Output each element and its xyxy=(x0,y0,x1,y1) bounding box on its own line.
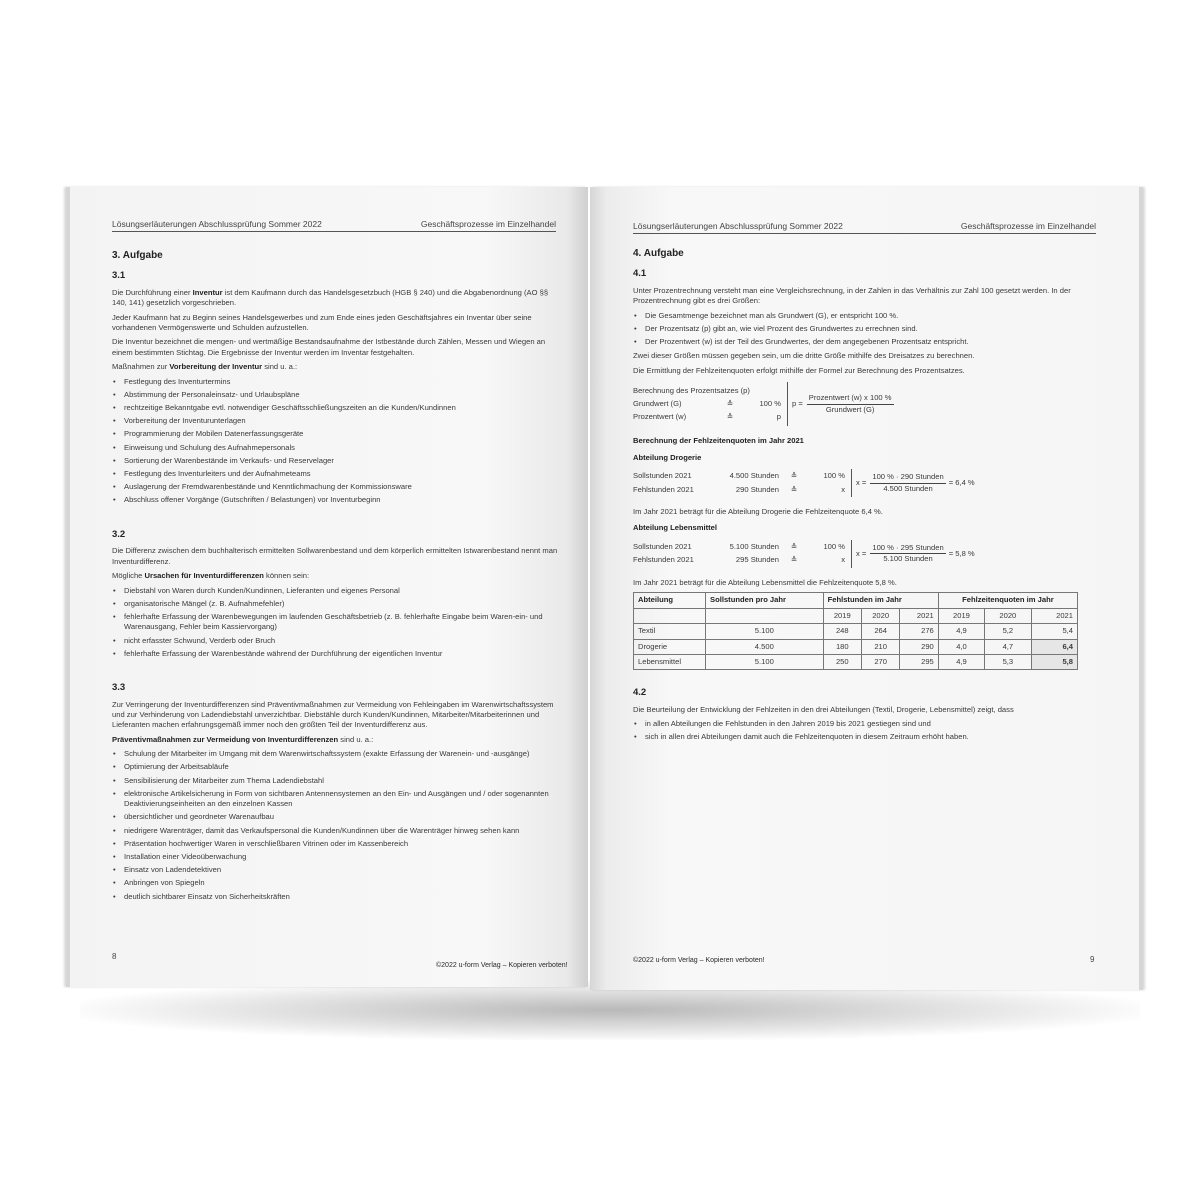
list-item: • Anbringen von Spiegeln xyxy=(112,878,558,888)
list-item: • deutlich sichtbarer Einsatz von Sicherheitskräften xyxy=(112,892,558,902)
list-item: • Sensibilisierung der Mitarbeiter zum Thema Ladendiebstahl xyxy=(112,776,558,786)
bullet-list xyxy=(112,377,558,506)
bullet-list xyxy=(112,586,558,660)
subsection-title: 3.1 xyxy=(112,270,126,282)
lebensmittel-formula: Sollstunden 2021 5.100 Stunden ≙ 100 % Fehlstunden 2021 295 Stunden ≙ x x = $\frac{\text{100 \% · 295 Stunden}}{\text{5.100 Stunden}}$ = 5,8 % xyxy=(633,540,1098,568)
left-page-content xyxy=(112,251,558,906)
list-item: • organisatorische Mängel (z. B. Aufnahmefehler) xyxy=(112,599,558,609)
section-title: 4. Aufgabe xyxy=(633,248,684,259)
left-page xyxy=(66,187,588,987)
paragraph: Präventivmaßnahmen zur Vermeidung von Inventurdifferenzen sind u. a.: xyxy=(112,734,374,744)
paragraph: Die Ermittlung der Fehlzeitenquoten erfolgt mithilfe der Formel zur Berechnung des Prozentsatzes. xyxy=(633,365,965,375)
list-item: • rechtzeitige Bekanntgabe evtl. notwendiger Geschäftsschließungszeiten an die Kunden/Kundinnen xyxy=(112,403,558,413)
list-item: • Festlegung des Inventurtermins xyxy=(112,377,558,387)
drogerie-formula: Sollstunden 2021 4.500 Stunden ≙ 100 % Fehlstunden 2021 290 Stunden ≙ x x = $\frac{\text{100 \% · 290 Stunden}}{\text{4.500 Stunden}}$ = 6,4 % xyxy=(633,469,1098,497)
paragraph: Die Differenz zwischen dem buchhalterisch ermittelten Sollwarenbestand und dem körperlich ermittelten Istwarenbestand nennt man Inventurdifferenz. xyxy=(112,546,558,566)
table-row: Textil 5.100 248 264 276 4,9 5,2 5,4 xyxy=(634,624,1078,639)
subsection-title: 3.2 xyxy=(112,528,126,540)
paragraph: Im Jahr 2021 beträgt für die Abteilung Drogerie die Fehlzeitenquote 6,4 %. xyxy=(633,507,883,517)
paragraph: Unter Prozentrechnung versteht man eine Vergleichsrechnung, in der Zahlen in das Verhältnis zur Zahl 100 gesetzt werden. In der Prozentrechnung gibt es drei Größen: xyxy=(633,285,1071,306)
list-item: • sich in allen drei Abteilungen damit auch die Fehlzeitenquoten in diesem Zeitraum erhöht haben. xyxy=(633,732,1098,742)
header-title: Lösungserläuterungen Abschlussprüfung Sommer 2022 xyxy=(112,219,322,229)
paragraph: Die Durchführung einer Inventur ist dem Kaufmann durch das Handelsgesetzbuch (HGB § 240) und die Abgabenordnung (AO §§ 140, 141) gesetzlich vorgeschrieben. xyxy=(112,287,549,308)
paragraph: Maßnahmen zur Vorbereitung der Inventur sind u. a.: xyxy=(112,362,298,372)
table-header: Sollstunden pro Jahr xyxy=(706,593,824,608)
department-title: Abteilung Drogerie xyxy=(633,452,702,462)
list-item: • Sortierung der Warenbestände im Verkaufs- und Reservelager xyxy=(112,456,558,466)
list-item: • Programmierung der Mobilen Datenerfassungsgeräte xyxy=(112,429,558,439)
list-item: • übersichtlicher und geordneter Warenaufbau xyxy=(112,812,558,822)
bullet-list xyxy=(633,311,1098,348)
list-item: • Die Gesamtmenge bezeichnet man als Grundwert (G), er entspricht 100 %. xyxy=(633,311,1098,321)
header-subject: Geschäftsprozesse im Einzelhandel xyxy=(960,221,1096,231)
page-number: 8 xyxy=(112,952,117,961)
subsection-title: 4.1 xyxy=(633,268,647,280)
list-item: • fehlerhafte Erfassung der Warenbewegungen im laufenden Geschäftsbetrieb (z. B. fehlerhafte Eingabe beim Waren-ein- und Warenausgang, Fehler beim Kassiervorgang) xyxy=(112,612,558,633)
table-header: Abteilung xyxy=(634,593,706,608)
paragraph: Im Jahr 2021 beträgt für die Abteilung Lebensmittel die Fehlzeitenquote 5,8 %. xyxy=(633,577,897,587)
right-page xyxy=(590,187,1143,990)
section-title: 3. Aufgabe xyxy=(112,250,163,261)
list-item: • Der Prozentsatz (p) gibt an, wie viel Prozent des Grundwertes zu errechnen sind. xyxy=(633,324,1098,334)
subsection-title: 4.2 xyxy=(633,687,647,699)
list-item: • Einweisung und Schulung des Aufnahmepersonals xyxy=(112,443,558,453)
paragraph: Die Beurteilung der Entwicklung der Fehlzeiten in den drei Abteilungen (Textil, Drogerie, Lebensmittel) zeigt, dass xyxy=(633,704,1014,714)
fehlzeiten-table: Abteilung Sollstunden pro Jahr Fehlstunden im Jahr Fehlzeitenquoten im Jahr 2019 2020 2021 2019 2020 2021 Textil 5.100 248 264 276 4,9 5,2 5,4 Drogerie 4.500 180 210 290 4,0 4,7 6,4 Lebensmittel 5.100 250 270 295 4,9 5,3 5,8 xyxy=(633,592,1078,670)
left-page-header xyxy=(112,219,556,232)
bullet-list xyxy=(112,749,558,902)
list-item: • Abschluss offener Vorgänge (Gutschriften / Belastungen) vor Inventurbeginn xyxy=(112,495,558,505)
paragraph: Jeder Kaufmann hat zu Beginn seines Handelsgewerbes und zum Ende eines jeden Geschäftsjahres ein Inventar über seine vorhandenen Vermögenswerte und Schulden aufzustellen. xyxy=(112,312,532,333)
table-row: Drogerie 4.500 180 210 290 4,0 4,7 6,4 xyxy=(634,639,1078,654)
paragraph: Die Inventur bezeichnet die mengen- und wertmäßige Bestandsaufnahme der Istbestände durch Zählen, Messen und Wiegen an einem bestimmten Stichtag. Die Ergebnisse der Inventur werden im Inventar festgehalten. xyxy=(112,337,546,357)
right-page-header xyxy=(633,221,1096,234)
header-subject: Geschäftsprozesse im Einzelhandel xyxy=(420,219,556,229)
list-item: • elektronische Artikelsicherung in Form von sichtbaren Antennensystemen an den Ein- und Ausgängen und / oder sogenannten Deaktivierungseinheiten an den einzelnen Kassen xyxy=(112,789,558,810)
copyright-footer: ©2022 u-form Verlag – Kopieren verboten! xyxy=(436,962,568,969)
percentage-formula: Berechnung des Prozentsatzes (p) Grundwert (G) ≙ 100 % Prozentwert (w) ≙ p p = $\frac{\text{Prozentwert (w) x 100 \%}}{\text{Grundwert (G)}}$ xyxy=(633,382,1098,426)
table-header: Fehlzeitenquoten im Jahr xyxy=(938,593,1077,608)
list-item: • Optimierung der Arbeitsabläufe xyxy=(112,762,558,772)
list-item: • fehlerhafte Erfassung der Warenbestände während der Durchführung der eigentlichen Inventur xyxy=(112,649,558,659)
list-item: • Auslagerung der Fremdwarenbestände und Kenntlichmachung der Kommissionsware xyxy=(112,482,558,492)
department-title: Abteilung Lebensmittel xyxy=(633,523,717,533)
page-number: 9 xyxy=(1090,955,1095,964)
table-row: Lebensmittel 5.100 250 270 295 4,9 5,3 5,8 xyxy=(634,654,1078,669)
list-item: • in allen Abteilungen die Fehlstunden in den Jahren 2019 bis 2021 gestiegen sind und xyxy=(633,719,1098,729)
list-item: • Schulung der Mitarbeiter im Umgang mit dem Warenwirtschaftssystem (exakte Erfassung der Warenein- und -ausgänge) xyxy=(112,749,558,759)
list-item: • Vorbereitung der Inventurunterlagen xyxy=(112,416,558,426)
list-item: • Abstimmung der Personaleinsatz- und Urlaubspläne xyxy=(112,390,558,400)
right-page-content xyxy=(633,249,1098,747)
header-title: Lösungserläuterungen Abschlussprüfung Sommer 2022 xyxy=(633,221,843,231)
paragraph: Zwei dieser Größen müssen gegeben sein, um die dritte Größe mithilfe des Dreisatzes zu berechnen. xyxy=(633,351,975,361)
list-item: • Präsentation hochwertiger Waren in verschließbaren Vitrinen oder im Kassenbereich xyxy=(112,839,558,849)
list-item: • Installation einer Videoüberwachung xyxy=(112,852,558,862)
table-header: Fehlstunden im Jahr xyxy=(823,593,938,608)
list-item: • Festlegung des Inventurleiters und der Aufnahmeteams xyxy=(112,469,558,479)
list-item: • nicht erfasster Schwund, Verderb oder Bruch xyxy=(112,636,558,646)
calculation-title: Berechnung der Fehlzeitenquoten im Jahr 2021 xyxy=(633,436,804,446)
subsection-title: 3.3 xyxy=(112,682,126,694)
copyright-footer: ©2022 u-form Verlag – Kopieren verboten! xyxy=(633,957,765,964)
list-item: • Diebstahl von Waren durch Kunden/Kundinnen, Lieferanten und eigenes Personal xyxy=(112,586,558,596)
paragraph: Zur Verringerung der Inventurdifferenzen sind Präventivmaßnahmen zur Vermeidung von Fehleingaben im Warenwirtschaftssystem und zur Verhinderung von Ladendiebstahl unverzichtbar. Diebstähle durch Kunden/Kundinnen, Mitarbeiter/Mitarbeiterinnen und Lieferanten machen erfahrungsgemäß immer noch den größten Teil der Inventurdifferenz aus. xyxy=(112,699,554,730)
bullet-list xyxy=(633,719,1098,743)
list-item: • niedrigere Warenträger, damit das Verkaufspersonal die Kunden/Kundinnen über die Warenträger hinweg sehen kann xyxy=(112,826,558,836)
list-item: • Einsatz von Ladendetektiven xyxy=(112,865,558,875)
list-item: • Der Prozentwert (w) ist der Teil des Grundwertes, der dem angegebenen Prozentsatz entspricht. xyxy=(633,337,1098,347)
paragraph: Mögliche Ursachen für Inventurdifferenzen können sein: xyxy=(112,571,310,581)
